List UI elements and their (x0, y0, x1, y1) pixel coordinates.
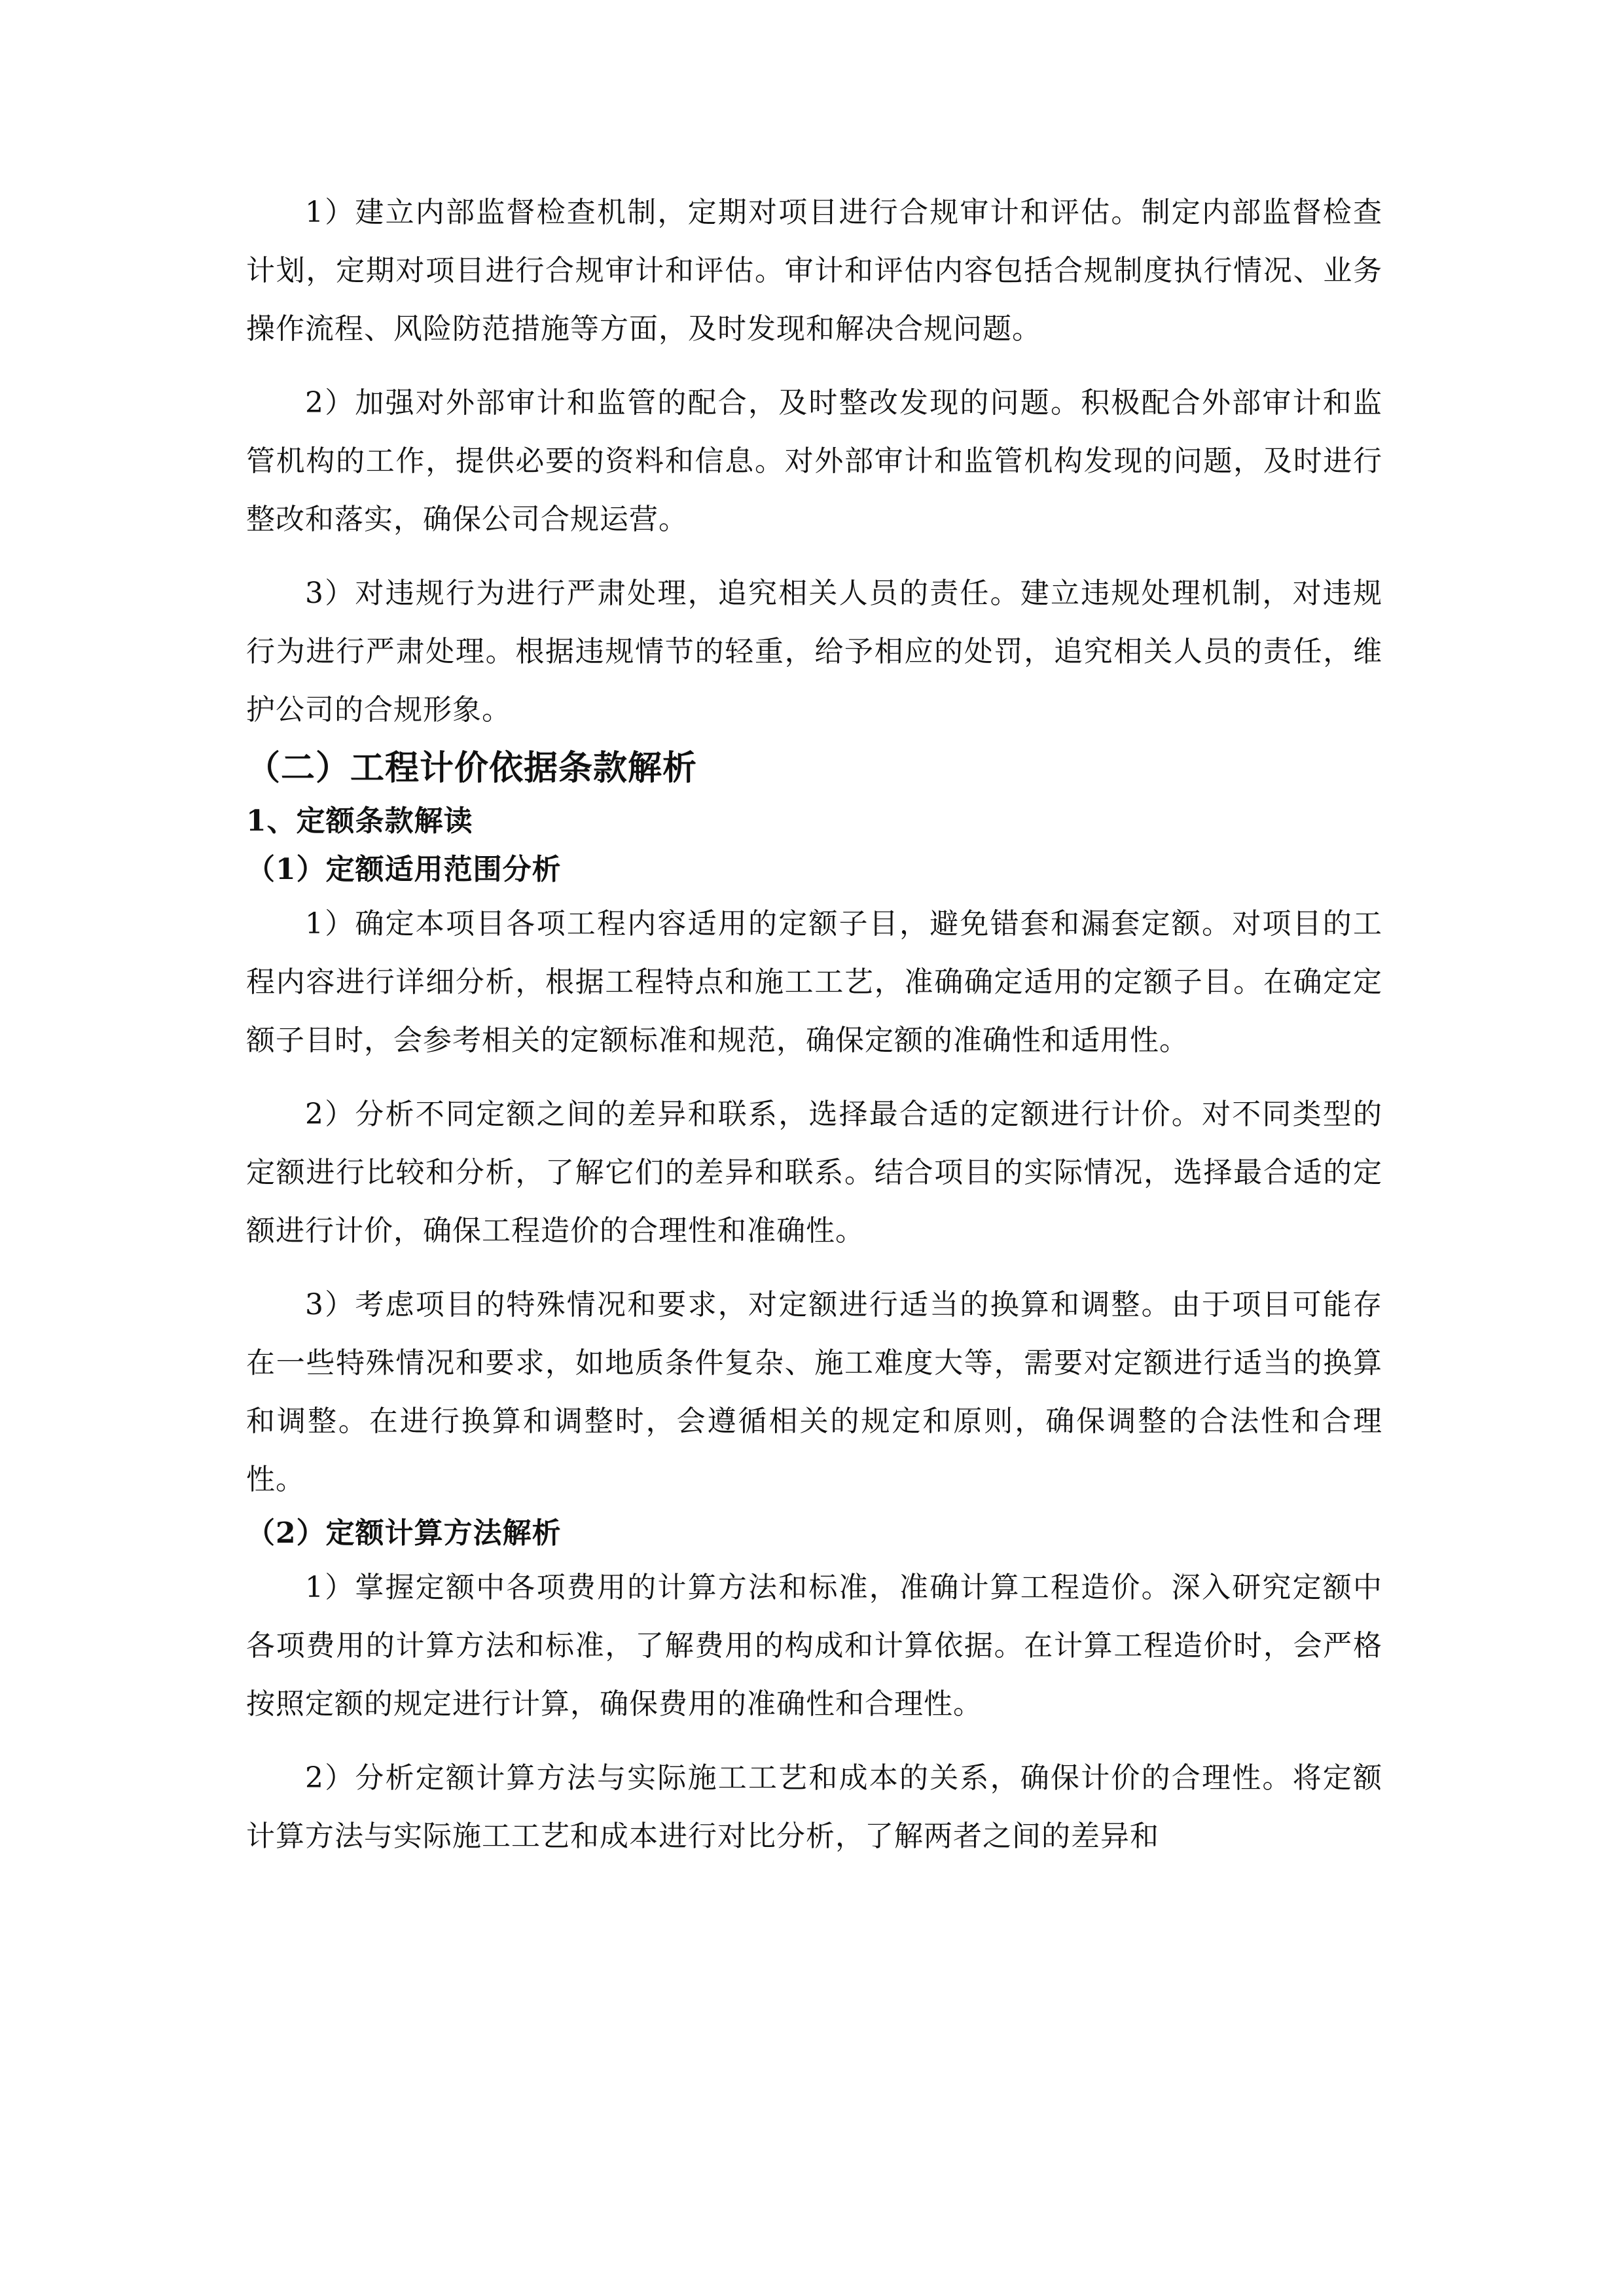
paragraph: 1）确定本项目各项工程内容适用的定额子目，避免错套和漏套定额。对项目的工程内容进行详细分析，根据工程特点和施工工艺，准确确定适用的定额子目。在确定定额子目时，会参考相关的定额标准和规范，确保定额的准确性和适用性。 (246, 907, 1382, 1057)
paragraph: 2）分析不同定额之间的差异和联系，选择最合适的定额进行计价。对不同类型的定额进行比较和分析，了解它们的差异和联系。结合项目的实际情况，选择最合适的定额进行计价，确保工程造价的合理性和准确性。 (246, 1098, 1382, 1247)
section-heading: （二）工程计价依据条款解析 (246, 748, 698, 788)
part-heading: （2）定额计算方法解析 (246, 1516, 562, 1550)
paragraph: 2）分析定额计算方法与实际施工工艺和成本的关系，确保计价的合理性。将定额计算方法与实际施工工艺和成本进行对比分析，了解两者之间的差异和 (246, 1761, 1382, 1853)
paragraph: 3）对违规行为进行严肃处理，追究相关人员的责任。建立违规处理机制，对违规行为进行严肃处理。根据违规情节的轻重，给予相应的处罚，追究相关人员的责任，维护公司的合规形象。 (246, 577, 1382, 726)
paragraph: 1）建立内部监督检查机制，定期对项目进行合规审计和评估。制定内部监督检查计划，定期对项目进行合规审计和评估。审计和评估内容包括合规制度执行情况、业务操作流程、风险防范措施等方面，及时发现和解决合规问题。 (246, 196, 1382, 346)
paragraph: 3）考虑项目的特殊情况和要求，对定额进行适当的换算和调整。由于项目可能存在一些特殊情况和要求，如地质条件复杂、施工难度大等，需要对定额进行适当的换算和调整。在进行换算和调整时，会遵循相关的规定和原则，确保调整的合法性和合理性。 (246, 1288, 1382, 1496)
part-heading: （1）定额适用范围分析 (246, 853, 562, 886)
subsection-heading: 1、定额条款解读 (246, 804, 473, 838)
document-page (246, 183, 1382, 1865)
paragraph: 2）加强对外部审计和监管的配合，及时整改发现的问题。积极配合外部审计和监管机构的工作，提供必要的资料和信息。对外部审计和监管机构发现的问题，及时进行整改和落实，确保公司合规运营。 (246, 386, 1382, 536)
paragraph: 1）掌握定额中各项费用的计算方法和标准，准确计算工程造价。深入研究定额中各项费用的计算方法和标准，了解费用的构成和计算依据。在计算工程造价时，会严格按照定额的规定进行计算，确保费用的准确性和合理性。 (246, 1571, 1382, 1721)
